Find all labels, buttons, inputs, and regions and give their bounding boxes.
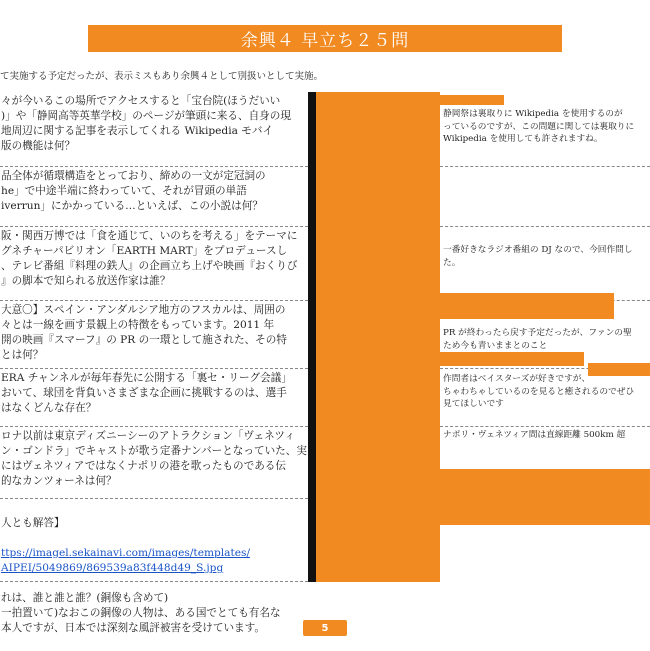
quiz-table xyxy=(0,92,650,634)
page-title xyxy=(88,25,562,52)
question-cell: 品全体が循環構造をとっており、締めの一文が定冠詞の he」で中途半端に終わっていて、それが冒頭の単語 iverrun」にかかっている…といえば、この小説は何？ xyxy=(0,167,308,227)
question-cell: ERA チャンネルが毎年春先に公開する「裏セ・リーグ会議」 おいて、球団を背負いさまざまな企画に挑戦するのは、選手 はなくどんな存在？ xyxy=(0,369,308,427)
question-column xyxy=(0,92,308,634)
note-row xyxy=(440,499,650,582)
note-row xyxy=(440,167,650,227)
question-text-continued: れは、誰と誰と誰？(銅像も含めて) 一拍置いて)なおこの銅像の人物は、ある国でとても有名な 本人ですが、日本では深刻な風評被害を受けています。 xyxy=(1,592,281,634)
note-text: ナポリ・ヴェネツィア間は直線距離 500km 超 xyxy=(443,430,626,440)
page-number-text: 5 xyxy=(321,622,329,634)
page-number xyxy=(303,620,347,636)
question-cell: 阪・関西万博では「食を通じて、いのちを考える」をテーマに グネチャーパビリオン「EARTH MART」をプロデュースし 、テレビ番組『料理の鉄人』の企画立ち上げや映画『おくりび 』の脚本で知られる放送作家は誰？ xyxy=(0,227,308,301)
question-cell-image xyxy=(0,499,308,634)
note-text: PR が終わったら戻す予定だったが、ファンの聖 ため今も青いままとのこと xyxy=(443,328,632,351)
note-text: 静岡祭は裏取りに Wikipedia を使用するのが っているのですが、この問題に関しては裏取りに Wikipedia を使用しても許されますね。 xyxy=(443,109,635,144)
question-cell: ロナ以前は東京ディズニーシーのアトラクション「ヴェネツィ ン・ゴンドラ」でキャストが歌う定番ナンバーとなっていた、実 にはヴェネツィアではなくナポリの港を歌ったものである伝 的なカンツォーネは何？ xyxy=(0,427,308,499)
page-title-text: 余興４ 早立ち２５問 xyxy=(240,31,410,51)
question-cell: 大意〇】スペイン・アンダルシア地方のフスカルは、周囲の 々とは一線を画す景観上の特徴をもっています。2011 年 開の映画『スマーフ』の PR の一環として施された、その特 とは何？ xyxy=(0,301,308,369)
note-text: 作問者はベイスターズが好きですが、 ちゃわちゃしているのを見ると癒されるのでぜひ 見てほしいです xyxy=(443,374,635,409)
note-row xyxy=(440,227,650,301)
column-divider xyxy=(308,92,316,582)
question-text: 人とも解答】 xyxy=(1,517,65,529)
answer-redaction xyxy=(316,92,440,582)
redaction-box xyxy=(440,469,650,525)
note-row xyxy=(440,369,650,427)
intro-text: て実施する予定だったが、表示ミスもあり余興４として別扱いとして実施。 xyxy=(0,71,324,82)
image-link[interactable]: ttps://imagel.sekainavi.com/images/templates/ AIPEI/5049869/869539a83f448d49_S.jpg xyxy=(1,547,251,574)
redaction-box xyxy=(440,95,504,105)
question-cell: 々が今いるこの場所でアクセスすると「宝台院(ほうだいい )」や「静岡高等英華学校」のページが筆頭に来る、自身の現 地周辺に関する記事を表示してくれる Wikipedia モバイ 版の機能は何？ xyxy=(0,92,308,167)
note-text: 一番好きなラジオ番組の DJ なので、今回作問し た。 xyxy=(443,245,633,268)
redaction-box xyxy=(440,352,584,366)
redaction-box xyxy=(440,293,614,319)
note-row xyxy=(440,92,650,167)
notes-column xyxy=(440,92,650,582)
note-text xyxy=(440,167,650,169)
